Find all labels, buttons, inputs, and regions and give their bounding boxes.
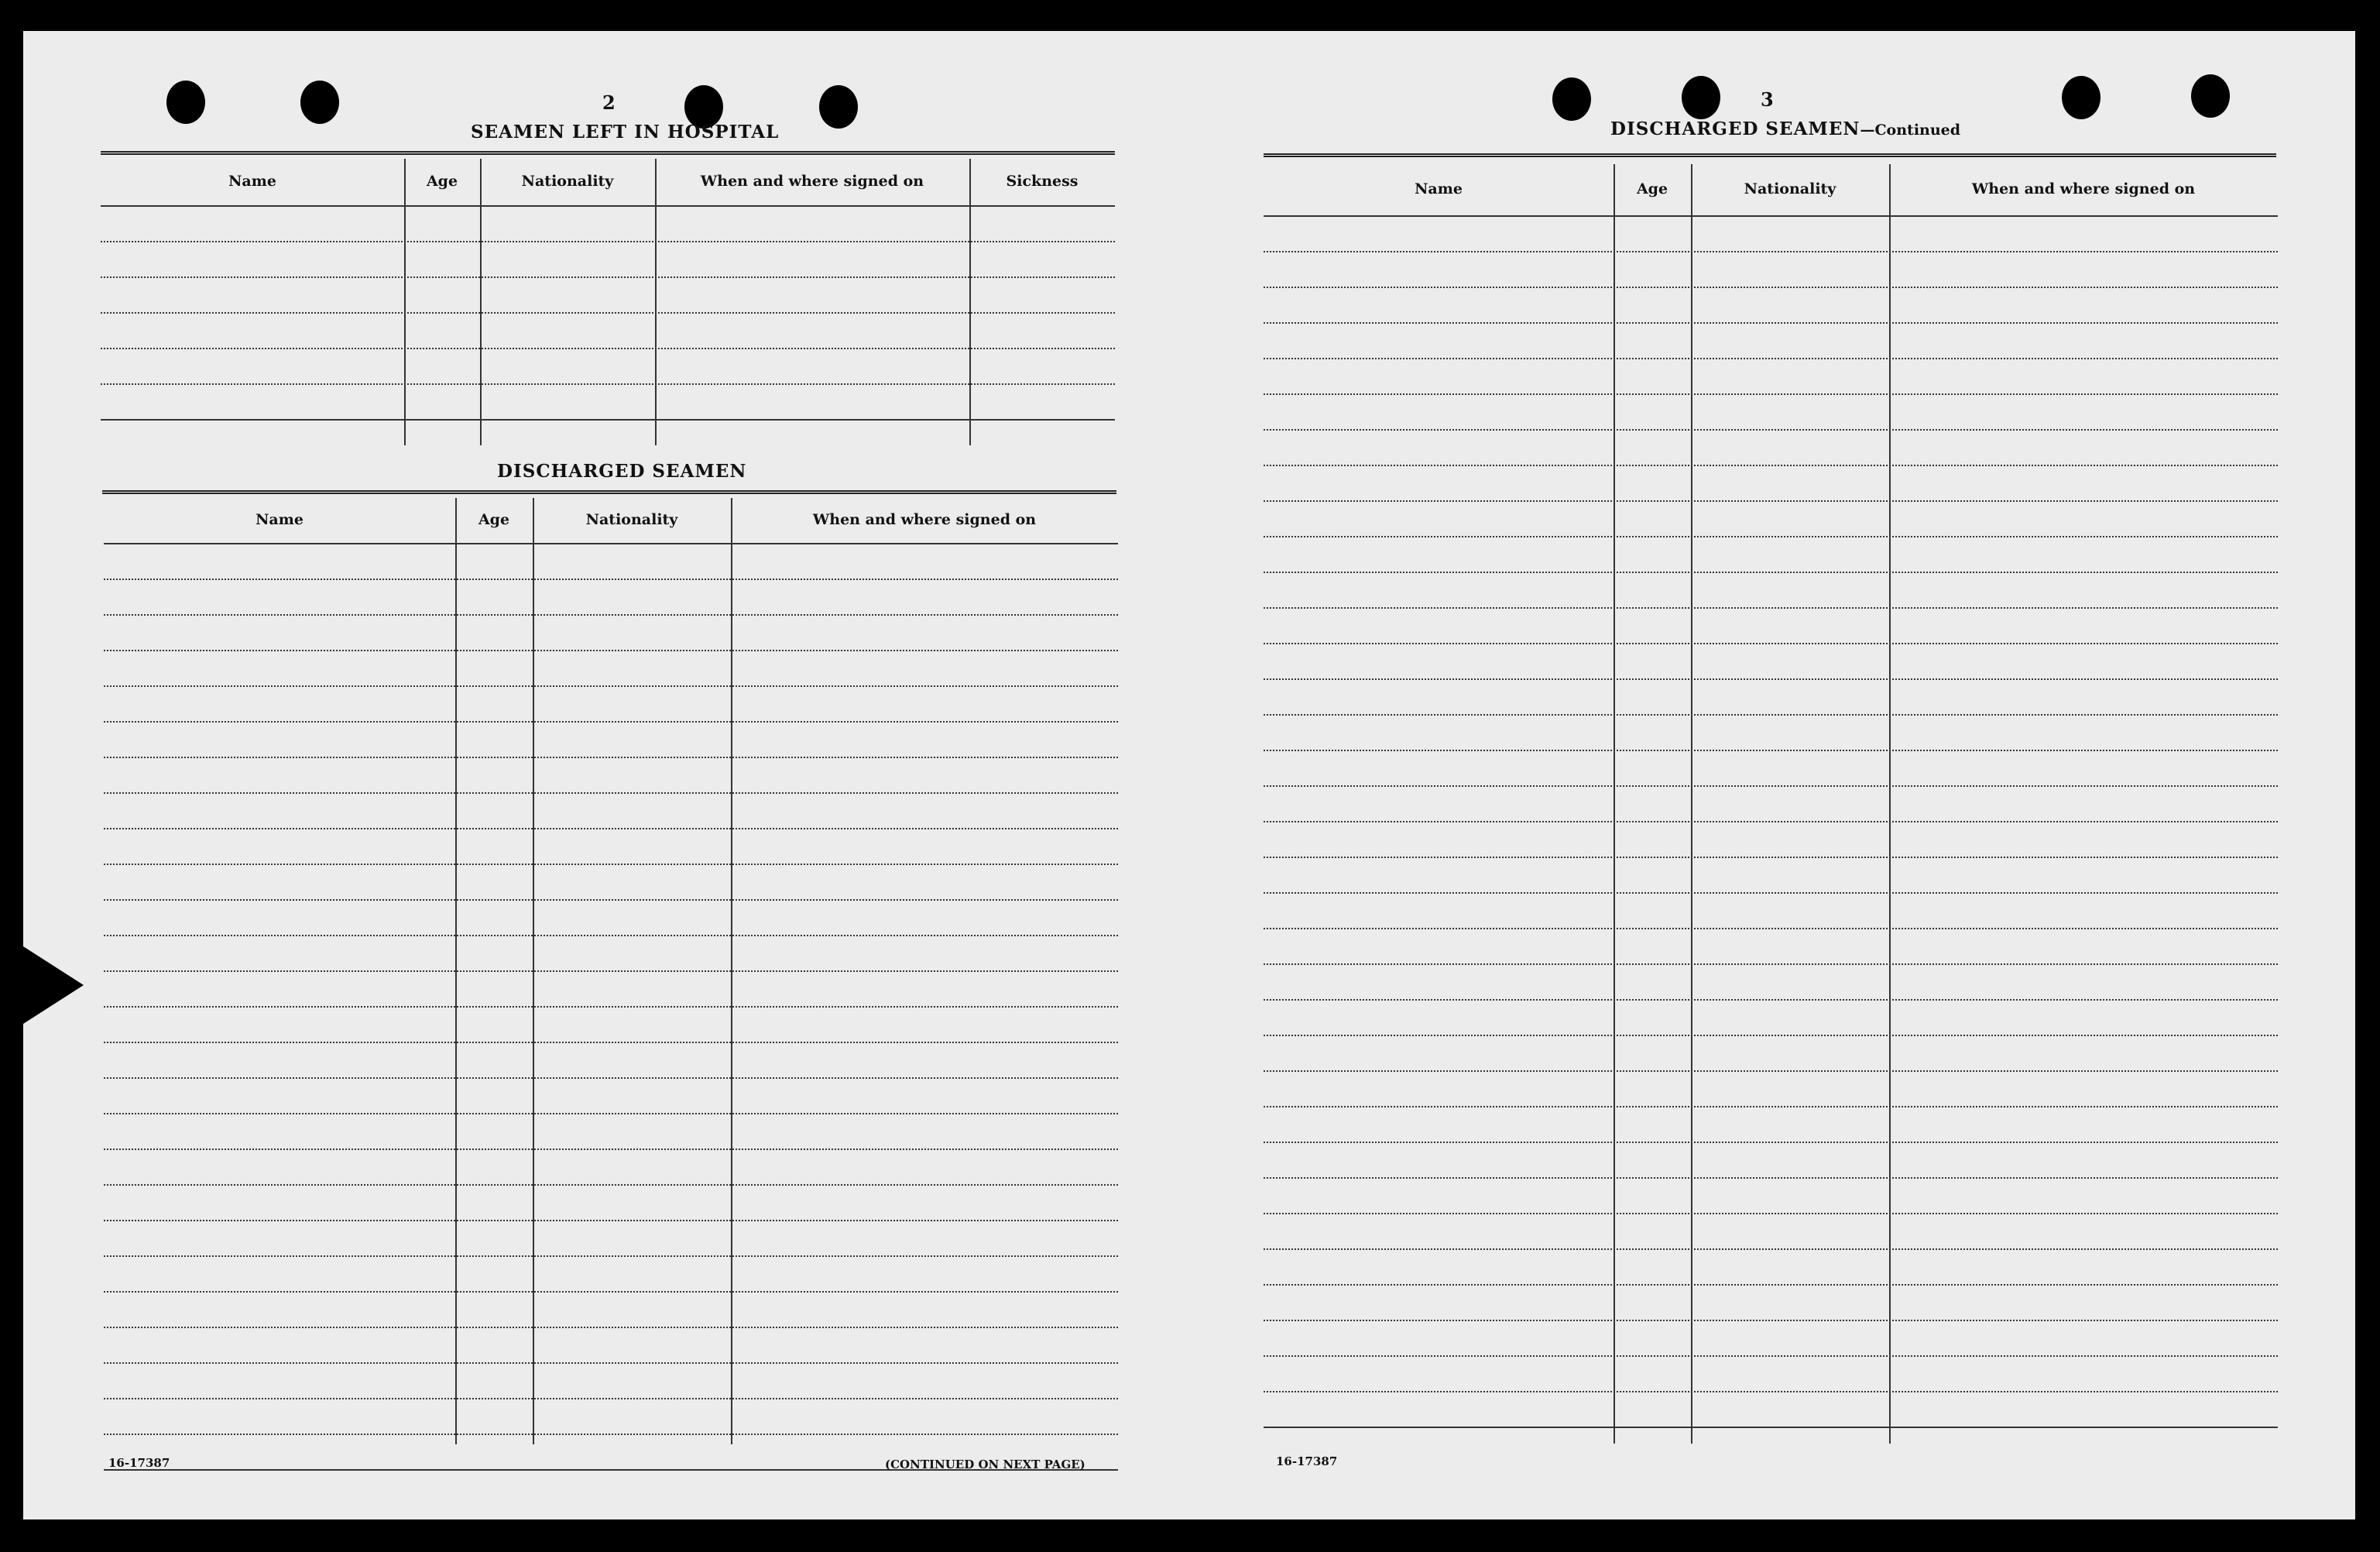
title-rule xyxy=(101,151,1115,155)
entry-row-line xyxy=(101,312,1115,314)
entry-row-line xyxy=(1264,1106,2278,1107)
column-header-name: Name xyxy=(1415,180,1463,197)
entry-row-line xyxy=(1264,821,2278,822)
entry-row-line xyxy=(101,241,1115,242)
entry-row-line xyxy=(104,1434,1118,1435)
entry-row-line xyxy=(1264,322,2278,324)
entry-row-line xyxy=(1264,857,2278,858)
entry-row-line xyxy=(104,1077,1118,1079)
discharged-continued-title xyxy=(1610,118,1960,139)
form-number-right: 16-17387 xyxy=(1276,1454,1338,1468)
entry-row-line xyxy=(104,1149,1118,1150)
continued-note: (CONTINUED ON NEXT PAGE) xyxy=(885,1458,1085,1471)
column-header-when-and-where-signed-on: When and where signed on xyxy=(812,511,1037,528)
title-rule xyxy=(102,490,1116,494)
column-header-sickness: Sickness xyxy=(1006,173,1079,190)
entry-row-line xyxy=(1264,1213,2278,1214)
entry-row-line xyxy=(1264,572,2278,573)
punch-hole xyxy=(1552,77,1591,121)
entry-row-line xyxy=(1264,393,2278,395)
entry-row-line xyxy=(101,348,1115,349)
column-divider xyxy=(1691,164,1692,1444)
form-number-left: 16-17387 xyxy=(108,1456,170,1470)
column-header-name: Name xyxy=(228,173,276,190)
entry-row-line xyxy=(1264,1427,2278,1428)
entry-row-line xyxy=(1264,536,2278,537)
entry-row-line xyxy=(104,792,1118,794)
page-number-left: 2 xyxy=(602,91,616,114)
column-divider xyxy=(969,159,971,445)
entry-row-line xyxy=(101,383,1115,385)
entry-row-line xyxy=(1264,1035,2278,1036)
entry-row-line xyxy=(1264,1142,2278,1143)
column-divider xyxy=(1889,164,1891,1444)
entry-row-line xyxy=(104,1042,1118,1043)
discharged-table-right-header xyxy=(1264,164,2278,215)
discharged-continued-title-main: DISCHARGED SEAMEN xyxy=(1610,118,1860,139)
entry-row-line xyxy=(1264,251,2278,252)
entry-row-line xyxy=(104,1255,1118,1257)
entry-row-line xyxy=(101,419,1115,421)
header-underline xyxy=(101,205,1115,207)
hospital-section-title: SEAMEN LEFT IN HOSPITAL xyxy=(471,122,780,142)
title-rule xyxy=(1264,153,2276,157)
entry-row-line xyxy=(1264,963,2278,965)
entry-row-line xyxy=(104,614,1118,616)
entry-row-line xyxy=(1264,607,2278,609)
discharged-section-title: DISCHARGED SEAMEN xyxy=(497,461,747,482)
entry-row-line xyxy=(104,899,1118,901)
entry-row-line xyxy=(104,1113,1118,1114)
sheet-notch xyxy=(23,946,84,1024)
entry-row-line xyxy=(104,685,1118,687)
entry-row-line xyxy=(1264,1355,2278,1357)
column-divider xyxy=(655,159,657,445)
discharged-table-left xyxy=(104,498,1118,1444)
entry-row-line xyxy=(1264,892,2278,894)
hospital-table xyxy=(101,159,1115,445)
entry-row-line xyxy=(1264,1320,2278,1321)
entry-row-line xyxy=(104,970,1118,972)
column-header-nationality: Nationality xyxy=(521,173,614,190)
entry-row-line xyxy=(1264,1177,2278,1179)
column-divider xyxy=(480,159,482,445)
entry-row-line xyxy=(104,1398,1118,1399)
column-header-age: Age xyxy=(426,173,458,190)
column-header-nationality: Nationality xyxy=(585,511,678,528)
column-divider xyxy=(1614,164,1615,1444)
punch-hole xyxy=(166,81,205,124)
column-header-nationality: Nationality xyxy=(1744,180,1836,197)
header-underline xyxy=(1264,215,2278,217)
entry-row-line xyxy=(104,579,1118,580)
discharged-table-right xyxy=(1264,164,2278,1444)
entry-row-line xyxy=(104,935,1118,936)
entry-row-line xyxy=(104,1006,1118,1008)
entry-row-line xyxy=(1264,429,2278,431)
punch-hole xyxy=(819,85,858,129)
entry-row-line xyxy=(101,276,1115,278)
entry-row-line xyxy=(104,1220,1118,1221)
entry-row-line xyxy=(1264,1284,2278,1286)
entry-row-line xyxy=(1264,928,2278,929)
entry-row-line xyxy=(1264,999,2278,1001)
column-header-when-and-where-signed-on: When and where signed on xyxy=(700,173,924,190)
entry-row-line xyxy=(1264,714,2278,716)
entry-row-line xyxy=(1264,785,2278,787)
entry-row-line xyxy=(1264,1248,2278,1250)
column-header-name: Name xyxy=(255,511,304,528)
entry-row-line xyxy=(1264,750,2278,751)
column-divider xyxy=(404,159,406,445)
hospital-table-header xyxy=(101,159,1115,205)
entry-row-line xyxy=(104,1184,1118,1186)
page-number-right: 3 xyxy=(1761,88,1774,111)
entry-row-line xyxy=(1264,465,2278,466)
punch-hole xyxy=(2191,74,2230,118)
column-header-age: Age xyxy=(1636,180,1668,197)
entry-row-line xyxy=(104,721,1118,723)
entry-row-line xyxy=(1264,287,2278,288)
entry-row-line xyxy=(1264,678,2278,680)
entry-row-line xyxy=(104,864,1118,865)
entry-row-line xyxy=(104,828,1118,829)
entry-row-line xyxy=(1264,500,2278,502)
punch-hole xyxy=(1682,76,1720,119)
entry-row-line xyxy=(104,1362,1118,1364)
entry-row-line xyxy=(104,1291,1118,1293)
discharged-table-left-header xyxy=(104,498,1118,543)
discharged-continued-title-suffix: —Continued xyxy=(1860,122,1961,139)
entry-row-line xyxy=(1264,643,2278,644)
punch-hole xyxy=(300,81,339,124)
column-header-age: Age xyxy=(478,511,510,528)
column-header-when-and-where-signed-on: When and where signed on xyxy=(1971,180,2196,197)
entry-row-line xyxy=(104,1327,1118,1328)
entry-row-line xyxy=(104,650,1118,651)
punch-hole xyxy=(2062,76,2101,119)
entry-row-line xyxy=(1264,358,2278,359)
entry-row-line xyxy=(1264,1070,2278,1072)
entry-row-line xyxy=(104,757,1118,758)
entry-row-line xyxy=(1264,1391,2278,1392)
header-underline xyxy=(104,543,1118,544)
